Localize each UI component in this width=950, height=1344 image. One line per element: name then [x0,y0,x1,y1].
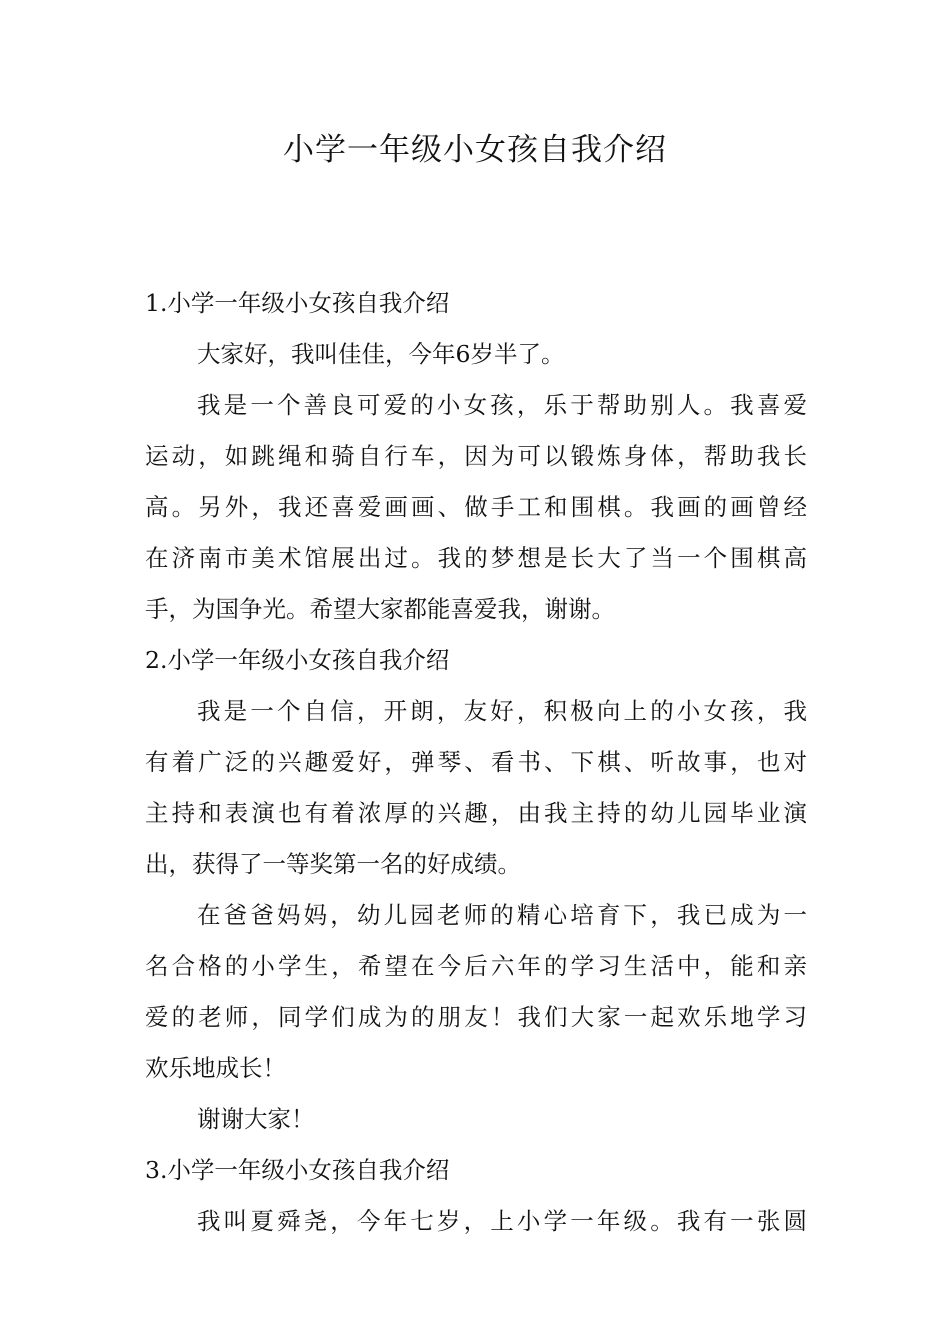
paragraph-first-line: 谢谢大家！ [197,1105,315,1133]
paragraph-line: 主持和表演也有着浓厚的兴趣，由我主持的幼儿园毕业演 [145,799,807,827]
paragraph-first-line: 我是一个善良可爱的小女孩，乐于帮助别人。我喜爱 [197,391,807,419]
paragraph-line: 有着广泛的兴趣爱好，弹琴、看书、下棋、听故事，也对 [145,748,807,776]
section-heading: 1.小学一年级小女孩自我介绍 [145,289,450,317]
paragraph-line: 名合格的小学生，希望在今后六年的学习生活中，能和亲 [145,952,807,980]
document-body [145,278,807,1247]
section-heading: 2.小学一年级小女孩自我介绍 [145,646,450,674]
section-heading: 3.小学一年级小女孩自我介绍 [145,1156,450,1184]
paragraph-line: 欢乐地成长！ [145,1054,286,1082]
paragraph-line: 运动，如跳绳和骑自行车，因为可以锻炼身体，帮助我长 [145,442,807,470]
paragraph-line: 手，为国争光。希望大家都能喜爱我，谢谢。 [145,595,615,623]
paragraph-line: 出，获得了一等奖第一名的好成绩。 [145,850,521,878]
paragraph-first-line: 大家好，我叫佳佳，今年6岁半了。 [197,340,565,368]
paragraph-first-line: 我是一个自信，开朗，友好，积极向上的小女孩，我 [197,697,807,725]
paragraph-line: 高。另外，我还喜爱画画、做手工和围棋。我画的画曾经 [145,493,807,521]
paragraph-line: 爱的老师，同学们成为的朋友！我们大家一起欢乐地学习 [145,1003,807,1031]
document-title: 小学一年级小女孩自我介绍 [283,132,667,168]
paragraph-first-line: 我叫夏舜尧，今年七岁，上小学一年级。我有一张圆 [197,1207,807,1235]
paragraph-first-line: 在爸爸妈妈，幼儿园老师的精心培育下，我已成为一 [197,901,807,929]
paragraph-line: 在济南市美术馆展出过。我的梦想是长大了当一个围棋高 [145,544,807,572]
